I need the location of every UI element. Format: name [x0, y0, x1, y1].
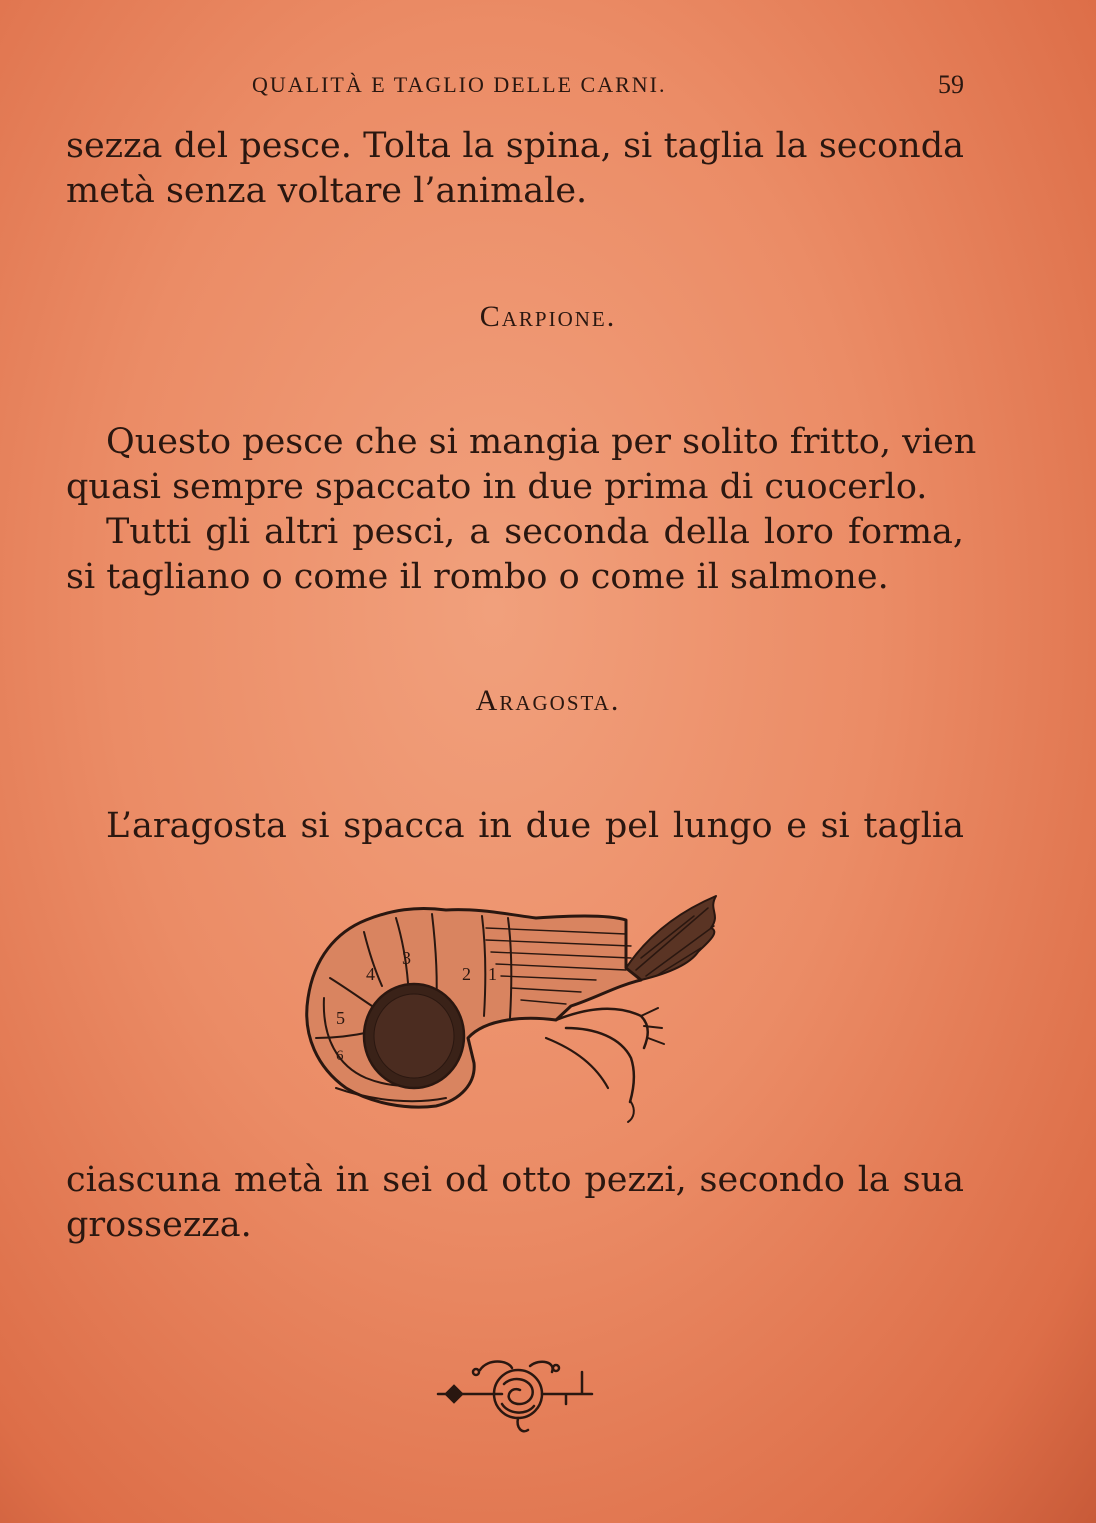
carpione-paragraph — [66, 420, 977, 600]
running-title: QUALITÀ E TAGLIO DELLE CARNI. — [252, 72, 667, 97]
text-line: L’aragosta si spacca in due pel lungo e si taglia — [106, 806, 964, 846]
aragosta-paragraph-end — [66, 1158, 964, 1248]
decorative-ornament — [432, 1348, 604, 1438]
aragosta-paragraph-start — [66, 804, 964, 849]
lobster-label: 2 — [462, 964, 471, 984]
text-line: sezza del pesce. Tolta la spina, si taglia la seconda — [66, 126, 964, 166]
page-number: 59 — [938, 70, 964, 99]
lobster-label: 5 — [336, 1008, 345, 1028]
text-line: Questo pesce che si mangia per solito fritto, vien — [106, 422, 977, 462]
text-line: si tagliano o come il rombo o come il salmone. — [66, 557, 889, 597]
lobster-label: 3 — [402, 948, 411, 968]
lobster-label: 6 — [336, 1048, 344, 1064]
section-heading-carpione: Carpione. — [479, 300, 617, 333]
section-heading-aragosta: Aragosta. — [475, 684, 621, 717]
lobster-label: 1 — [488, 964, 497, 984]
text-line: metà senza voltare l’animale. — [66, 171, 588, 211]
text-line: grossezza. — [66, 1205, 252, 1245]
lobster-label: 4 — [366, 964, 375, 984]
running-head — [252, 70, 964, 104]
intro-paragraph — [66, 124, 964, 214]
text-line: quasi sempre spaccato in due prima di cuocerlo. — [66, 467, 928, 507]
lobster-cutting-diagram — [296, 888, 746, 1124]
text-line: Tutti gli altri pesci, a seconda della loro forma, — [106, 512, 964, 552]
text-line: ciascuna metà in sei od otto pezzi, secondo la sua — [66, 1160, 964, 1200]
